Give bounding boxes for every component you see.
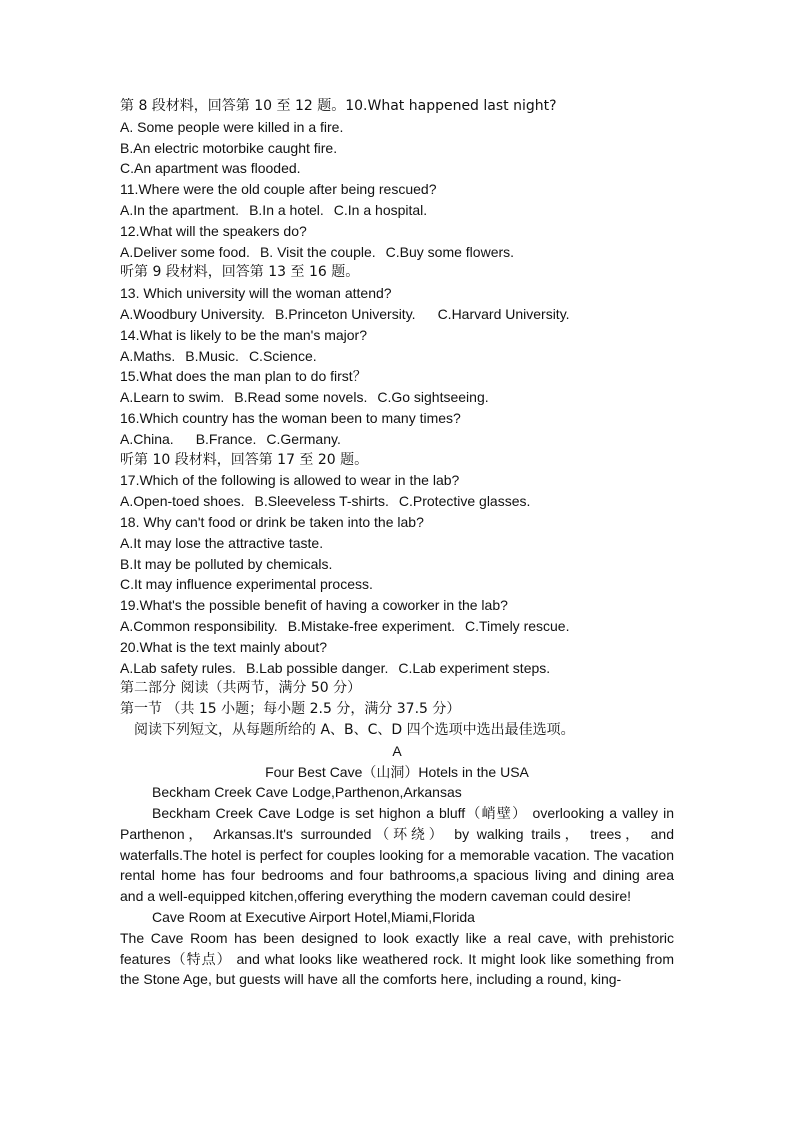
exam-page bbox=[120, 96, 674, 990]
passage-title: Four Best Cave（山洞）Hotels in the USA bbox=[265, 763, 529, 780]
section8-intro: 第 8 段材料，回答第 10 至 12 题。10.What happened last night? bbox=[120, 98, 557, 114]
hotel1-name: Beckham Creek Cave Lodge,Parthenon,Arkansas bbox=[152, 784, 462, 801]
q13-option-c: C.Harvard University. bbox=[437, 305, 570, 322]
q10-option-c: C.An apartment was flooded. bbox=[120, 160, 301, 177]
q17-question: 17.Which of the following is allowed to wear in the lab? bbox=[120, 472, 460, 489]
q11-option-c: C.In a hospital. bbox=[333, 201, 428, 218]
q20-options bbox=[120, 658, 674, 679]
q20-option-a: A.Lab safety rules. bbox=[120, 659, 236, 676]
q12-option-c: C.Buy some flowers. bbox=[385, 243, 515, 260]
q20-option-c: C.Lab experiment steps. bbox=[398, 659, 551, 676]
q11-question: 11.Where were the old couple after being rescued? bbox=[120, 181, 437, 198]
q17-option-b: B.Sleeveless T-shirts. bbox=[254, 493, 389, 510]
q17-option-a: A.Open-toed shoes. bbox=[120, 493, 245, 510]
q10-option-a: A. Some people were killed in a fire. bbox=[120, 118, 344, 135]
q18-option-b: B.It may be polluted by chemicals. bbox=[120, 555, 333, 572]
q12-option-b: B. Visit the couple. bbox=[259, 243, 376, 260]
section9-intro: 听第 9 段材料，回答第 13 至 16 题。 bbox=[120, 264, 360, 281]
passage-letter: A bbox=[392, 742, 402, 759]
section10-intro: 听第 10 段材料，回答第 17 至 20 题。 bbox=[120, 451, 369, 468]
q16-options bbox=[120, 429, 674, 450]
q20-question: 20.What is the text mainly about? bbox=[120, 638, 327, 655]
q11-options bbox=[120, 200, 674, 221]
q12-option-a: A.Deliver some food. bbox=[120, 243, 250, 260]
hotel1-description: Beckham Creek Cave Lodge is set highon a bluff（峭壁） overlooking a valley in Parthenon， Arkansas.It's surrounded（环绕） by walking trails， trees， and waterfalls.The hotel is perfect for couples looking for a memorable vacation. The vacation rental home has four bedrooms and four bathrooms,a spacious living and dining area and a well-equipped kitchen,offering everything the modern caveman could desire! bbox=[120, 805, 674, 905]
q19-option-c: C.Timely rescue. bbox=[464, 617, 570, 634]
q12-question: 12.What will the speakers do? bbox=[120, 222, 307, 239]
q19-option-b: B.Mistake-free experiment. bbox=[287, 617, 455, 634]
q16-question: 16.Which country has the woman been to many times? bbox=[120, 409, 461, 426]
q13-option-a: A.Woodbury University. bbox=[120, 305, 265, 322]
q11-option-a: A.In the apartment. bbox=[120, 201, 240, 218]
q14-question: 14.What is likely to be the man's major? bbox=[120, 326, 368, 343]
q18-question: 18. Why can't food or drink be taken into the lab? bbox=[120, 513, 424, 530]
q16-option-c: C.Germany. bbox=[266, 430, 341, 447]
q13-question: 13. Which university will the woman attend? bbox=[120, 285, 392, 302]
q12-options bbox=[120, 242, 674, 263]
q16-option-b: B.France. bbox=[195, 430, 257, 447]
q14-option-b: B.Music. bbox=[185, 347, 239, 364]
q10-option-b: B.An electric motorbike caught fire. bbox=[120, 139, 338, 156]
q20-option-b: B.Lab possible danger. bbox=[245, 659, 389, 676]
q19-question: 19.What's the possible benefit of having a coworker in the lab? bbox=[120, 597, 508, 614]
part2-subheading: 第一节 （共 15 小题；每小题 2.5 分，满分 37.5 分） bbox=[120, 701, 461, 718]
q15-options bbox=[120, 387, 674, 408]
q19-options bbox=[120, 616, 674, 637]
q11-option-b: B.In a hotel. bbox=[249, 201, 324, 218]
q13-option-b: B.Princeton University. bbox=[274, 305, 416, 322]
q17-options bbox=[120, 491, 674, 512]
q15-question: 15.What does the man plan to do first？ bbox=[120, 368, 367, 385]
q15-option-c: C.Go sightseeing. bbox=[377, 389, 489, 406]
reading-instruction: 阅读下列短文，从每题所给的 A、B、C、D 四个选项中选出最佳选项。 bbox=[134, 721, 575, 738]
hotel2-description: The Cave Room has been designed to look exactly like a real cave, with prehistoric features（特点） and what looks like weathered rock. It might look like something from the Stone Age, but guests will have all the comforts here, including a round, king- bbox=[120, 929, 674, 988]
q18-option-c: C.It may influence experimental process. bbox=[120, 576, 373, 593]
hotel2-name: Cave Room at Executive Airport Hotel,Miami,Florida bbox=[152, 909, 475, 926]
q17-option-c: C.Protective glasses. bbox=[398, 493, 531, 510]
q13-options bbox=[120, 304, 674, 325]
q16-option-a: A.China. bbox=[120, 430, 174, 447]
q14-option-a: A.Maths. bbox=[120, 347, 176, 364]
q15-option-b: B.Read some novels. bbox=[234, 389, 368, 406]
q15-option-a: A.Learn to swim. bbox=[120, 389, 225, 406]
q18-option-a: A.It may lose the attractive taste. bbox=[120, 534, 324, 551]
q19-option-a: A.Common responsibility. bbox=[120, 617, 278, 634]
q14-options bbox=[120, 346, 674, 367]
q14-option-c: C.Science. bbox=[248, 347, 317, 364]
part2-heading: 第二部分 阅读（共两节，满分 50 分） bbox=[120, 680, 362, 697]
